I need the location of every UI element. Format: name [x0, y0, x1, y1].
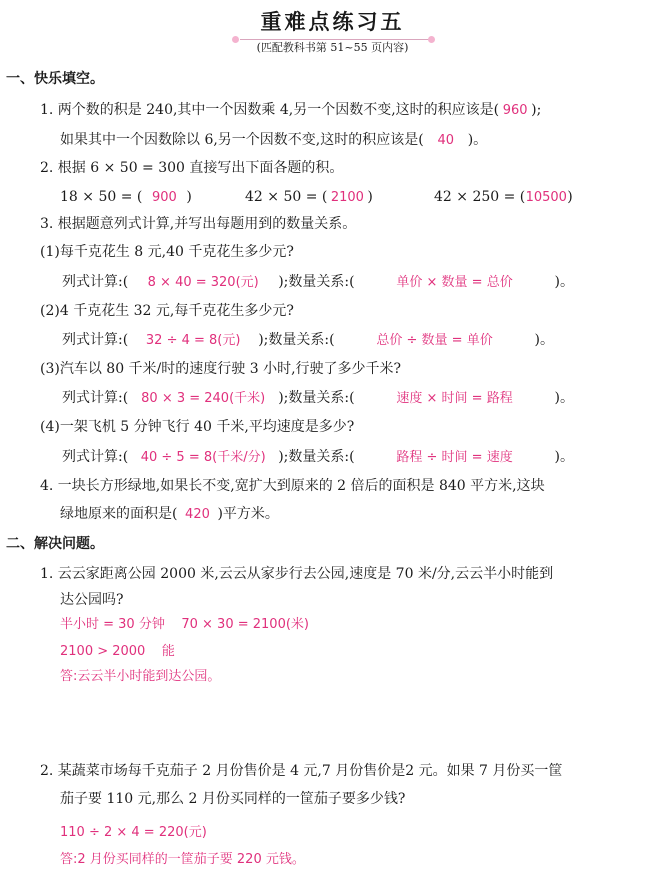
p1-work-2: 2100 > 2000 能	[60, 644, 175, 659]
q3-part-1-formula: 8 × 40 = 320(元)	[147, 275, 259, 290]
q3-part-1-relation: 单价 × 数量 = 总价	[396, 275, 513, 290]
q2-item-2	[245, 188, 373, 207]
q3-part-4-formula: 40 ÷ 5 = 8(千米/分)	[140, 450, 266, 465]
end-mark: )。	[554, 274, 575, 290]
relation-label: );数量关系:(	[278, 449, 355, 465]
q2-answer-3: 10500	[525, 190, 567, 205]
q3-part-3-relation: 速度 × 时间 = 路程	[396, 391, 513, 406]
p2-answer: 答:2 月份买同样的一筐茄子要 220 元钱。	[60, 852, 305, 867]
q2-item-3	[434, 188, 573, 207]
q3-part-3-formula: 80 × 3 = 240(千米)	[141, 391, 266, 406]
relation-label: );数量关系:(	[258, 332, 335, 348]
q2-instruction: 2. 根据 6 × 50 = 300 直接写出下面各题的积。	[40, 160, 344, 176]
page-title: 重难点练习五	[260, 10, 405, 34]
section-1-heading: 一、快乐填空。	[6, 71, 104, 87]
formula-label: 列式计算:(	[62, 332, 129, 348]
q3-instruction: 3. 根据题意列式计算,并写出每题用到的数量关系。	[40, 216, 357, 232]
end-mark: )。	[554, 390, 575, 406]
q2-item-1	[60, 188, 192, 207]
q3-part-4-question: (4)一架飞机 5 分钟飞行 40 千米,平均速度是多少?	[40, 419, 355, 435]
q2-answer-2: 2100	[330, 190, 364, 205]
end-mark: )。	[554, 449, 575, 465]
q3-part-3-question: (3)汽车以 80 千米/时的速度行驶 3 小时,行驶了多少千米?	[40, 361, 402, 377]
p1-work-1: 半小时 = 30 分钟 70 × 30 = 2100(米)	[60, 617, 309, 632]
q2-expr-1: 18 × 50 = (	[60, 189, 143, 205]
q3-part-1-answer-line	[62, 273, 574, 292]
q4-line-1: 4. 一块长方形绿地,如果长不变,宽扩大到原来的 2 倍后的面积是 840 平方米,这块	[40, 478, 545, 494]
p2-line-1: 2. 某蔬菜市场每千克茄子 2 月份售价是 4 元,7 月份售价是2 元。如果 7 月份买一筐	[40, 763, 563, 779]
q4-text-b: )平方米。	[217, 506, 279, 522]
formula-label: 列式计算:(	[62, 390, 129, 406]
q3-part-1-question: (1)每千克花生 8 元,40 千克花生多少元?	[40, 244, 294, 260]
formula-label: 列式计算:(	[62, 274, 129, 290]
q2-close-3: )	[567, 189, 573, 205]
q3-part-4-answer-line	[62, 448, 574, 467]
formula-label: 列式计算:(	[62, 449, 129, 465]
q1-text-b: );	[531, 102, 542, 118]
q2-expr-2: 42 × 50 = (	[245, 189, 328, 205]
q1-text-a: 1. 两个数的积是 240,其中一个因数乘 4,另一个因数不变,这时的积应该是(	[40, 102, 500, 118]
p1-answer: 答:云云半小时能到达公园。	[60, 669, 221, 684]
page-subtitle: (匹配教科书第 51~55 页内容)	[256, 41, 409, 54]
section-2-heading: 二、解决问题。	[6, 536, 104, 552]
q3-part-2-answer-line	[62, 331, 554, 350]
q1-text-c: 如果其中一个因数除以 6,另一个因数不变,这时的积应该是(	[60, 132, 424, 148]
title-rule	[240, 39, 430, 40]
q3-part-2-question: (2)4 千克花生 32 元,每千克花生多少元?	[40, 303, 294, 319]
end-mark: )。	[534, 332, 555, 348]
q1-answer-2: 40	[437, 133, 454, 148]
q1-line-2	[60, 131, 487, 150]
p2-line-2: 茄子要 110 元,那么 2 月份买同样的一筐茄子要多少钱?	[60, 791, 406, 807]
relation-label: );数量关系:(	[278, 274, 355, 290]
q1-text-d: )。	[467, 132, 488, 148]
relation-label: );数量关系:(	[278, 390, 355, 406]
p2-work-1: 110 ÷ 2 × 4 = 220(元)	[60, 825, 207, 840]
q2-expr-3: 42 × 250 = (	[434, 189, 526, 205]
q4-line-2	[60, 505, 279, 524]
q2-answer-1: 900	[151, 190, 177, 205]
q3-part-2-relation: 总价 ÷ 数量 = 单价	[376, 333, 493, 348]
q1-line-1	[40, 101, 541, 120]
q2-close-1: )	[186, 189, 192, 205]
q4-text-a: 绿地原来的面积是(	[60, 506, 178, 522]
q4-answer: 420	[185, 507, 210, 522]
q1-answer-1: 960	[502, 103, 528, 118]
q3-part-2-formula: 32 ÷ 4 = 8(元)	[145, 333, 241, 348]
p1-line-1: 1. 云云家距离公园 2000 米,云云从家步行去公园,速度是 70 米/分,云云半小时能到	[40, 566, 554, 582]
q3-part-3-answer-line	[62, 389, 574, 408]
q3-part-4-relation: 路程 ÷ 时间 = 速度	[396, 450, 513, 465]
p1-line-2: 达公园吗?	[60, 592, 124, 608]
q2-close-2: )	[367, 189, 373, 205]
